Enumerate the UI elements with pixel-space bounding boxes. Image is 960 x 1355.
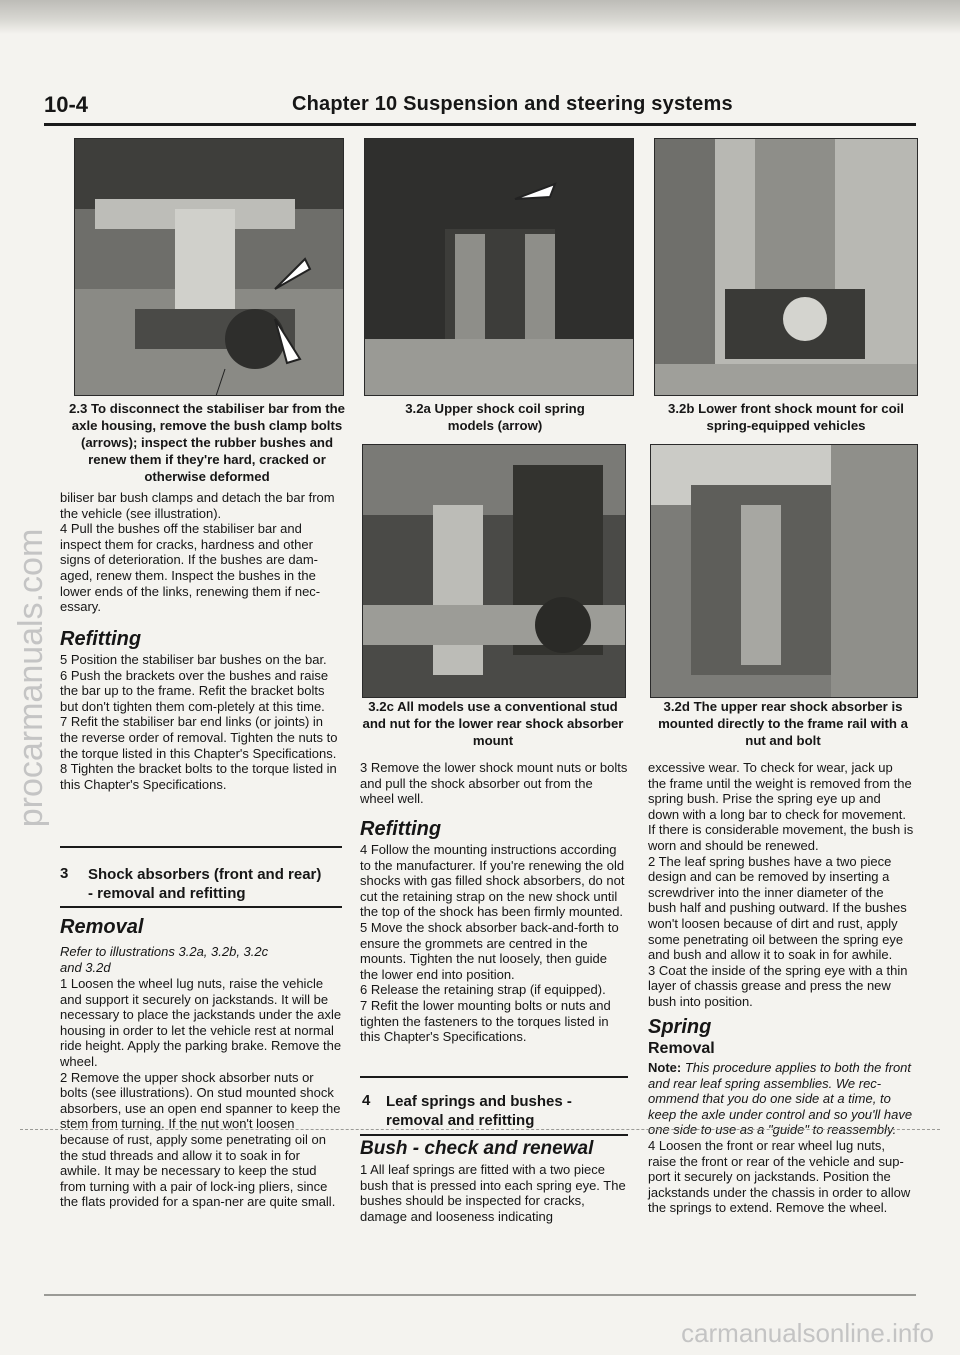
section4-number: 4 (362, 1092, 371, 1109)
col2-bush-heading: Bush - check and renewal (360, 1138, 594, 1159)
page-number: 10-4 (44, 92, 89, 117)
section4-top-rule (360, 1076, 628, 1078)
footer-watermark: carmanualsonline.info (681, 1318, 934, 1348)
col1-intro-paragraph: biliser bar bush clamps and detach the bar from the vehicle (see illustration). 4 Pull the bushes off the stabiliser bar and inspect them for cracks, hardness and other signs of deterioration. If the bushes are dam-aged, renew them. Inspect the bushes in the lower ends of the links, renewing them if nec-essary. (60, 490, 335, 615)
col1-removal-text: 1 Loosen the wheel lug nuts, raise the vehicle and support it securely on jackstands. It will be necessary to place the jackstands under the axle housing in order to let the vehicle rest at normal ride height. Apply the parking brake. Remove the wheel. 2 Remove the upper shock absorber nuts or bolts (see illustrations). On stud mounted shock absorbers, use an open end spanner to keep the stem from turning. If the nut won't loosen because of rust, apply some penetrating oil on the stud threads and allow it to soak in for awhile. It may be necessary to keep the stud from turning with a pair of lock-ing pliers, since the flats provided for a span-ner are quite small. (60, 976, 342, 1210)
col1-refitting-text: 5 Position the stabiliser bar bushes on the bar. 6 Push the brackets over the bushes and raise the bar up to the frame. Refit the bracket bolts but don't tighten them com-pletely at this time. 7 Refit the stabiliser bar end links (or joints) in the reverse order of removal. Tighten the nuts to the torque listed in this Chapter's Specifications. 8 Tighten the bracket bolts to the torque listed in this Chapter's Specifications. (60, 652, 338, 792)
section4-title: Leaf springs and bushes - removal and refitting (386, 1093, 572, 1129)
header-rule (44, 123, 916, 126)
col2-bush-text: 1 All leaf springs are fitted with a two piece bush that is pressed into each spring eye. The bushes should be inspected for cracks, damage and looseness indicating (360, 1162, 626, 1224)
section3-title: Shock absorbers (front and rear) - removal and refitting (88, 866, 322, 902)
col2-refitting-text: 4 Follow the mounting instructions according to the manufacturer. If you're renewing the old shocks with gas filled shock absorbers, do not cut the retaining strap on the new shock until the top of the shock has been firmly mounted. 5 Move the shock absorber back-and-forth to ensure the grommets are centred in the mounts. Tighten the nut loosely, then guide the lower end into position. 6 Release the retaining strap (if equipped). 7 Refit the lower mounting bolts or nuts and tighten the fasteners to the torques listed in this Chapter's Specifications. (360, 842, 625, 1045)
section3-top-rule (60, 846, 342, 848)
photo-upper-rear-shock-frame (650, 444, 918, 698)
side-watermark: procarmanuals.com (12, 528, 50, 828)
caption-3-2b: 3.2b Lower front shock mount for coil spring-equipped vehicles (668, 401, 904, 433)
caption-3-2c: 3.2c All models use a conventional stud and nut for the lower rear shock absorber mount (362, 699, 624, 748)
caption-3-2a: 3.2a Upper shock coil spring models (arrow) (405, 401, 585, 433)
note-label: Note: (648, 1060, 682, 1075)
note-text: This procedure applies to both the front and rear leaf spring assemblies. We rec-ommend that you do one side at a time, to keep the axle under control and so you'll have one side to use as a "guide" to reassembly. (648, 1060, 913, 1138)
col3-step4-paragraph: 4 Loosen the front or rear wheel lug nuts, raise the front or rear of the vehicle and sup-port it securely on jackstands. Position the jackstands under the chassis in order to allow the springs to extend. Remove the wheel. (648, 1138, 911, 1216)
col3-removal-heading: Removal (648, 1040, 715, 1057)
scan-top-band (0, 0, 960, 34)
col3-spring-heading: Spring (648, 1016, 712, 1038)
col2-step3-paragraph: 3 Remove the lower shock mount nuts or bolts and pull the shock absorber out from the wheel well. (360, 760, 628, 807)
photo-stabiliser-bar-clamps (74, 138, 344, 396)
section4-bottom-rule (360, 1134, 628, 1136)
section3-number: 3 (60, 865, 69, 882)
caption-2-3: 2.3 To disconnect the stabiliser bar from the axle housing, remove the bush clamp bolts (arrows); inspect the rubber bushes and renew them if they're hard, cracked or otherwise deformed (68, 401, 346, 484)
col1-removal-heading: Removal (60, 916, 144, 938)
col3-intro-paragraph: excessive wear. To check for wear, jack up the frame until the weight is removed from the spring bush. Prise the spring eye up and down with a long bar to check for movement. If there is considerable movement, the bush is worn and should be renewed. 2 The leaf spring bushes have a two piece design and can be removed by inserting a screwdriver into the inner diameter of the bush half and pushing outward. If the bushes won't loosen because of dirt and rust, apply some penetrating oil between the spring eye and bush and allow it to soak in for awhile. 3 Coat the inside of the spring eye with a thin layer of chassis grease and press the new bush into position. (648, 760, 914, 1009)
col3-note (648, 1060, 914, 1138)
photo-lower-front-shock-mount (654, 138, 918, 396)
section3-bottom-rule (60, 906, 342, 908)
col1-removal-reference: Refer to illustrations 3.2a, 3.2b, 3.2c and 3.2d (60, 944, 269, 975)
scan-dashed-line (20, 1129, 940, 1130)
photo-upper-shock-coil-spring (364, 138, 634, 396)
col2-refitting-heading: Refitting (360, 818, 442, 840)
col1-refitting-heading: Refitting (60, 628, 142, 650)
photo-lower-rear-shock-mount (362, 444, 626, 698)
bottom-rule (44, 1294, 916, 1296)
chapter-title: Chapter 10 Suspension and steering systems (292, 93, 733, 115)
caption-3-2d: 3.2d The upper rear shock absorber is mounted directly to the frame rail with a nut and bolt (658, 699, 908, 748)
